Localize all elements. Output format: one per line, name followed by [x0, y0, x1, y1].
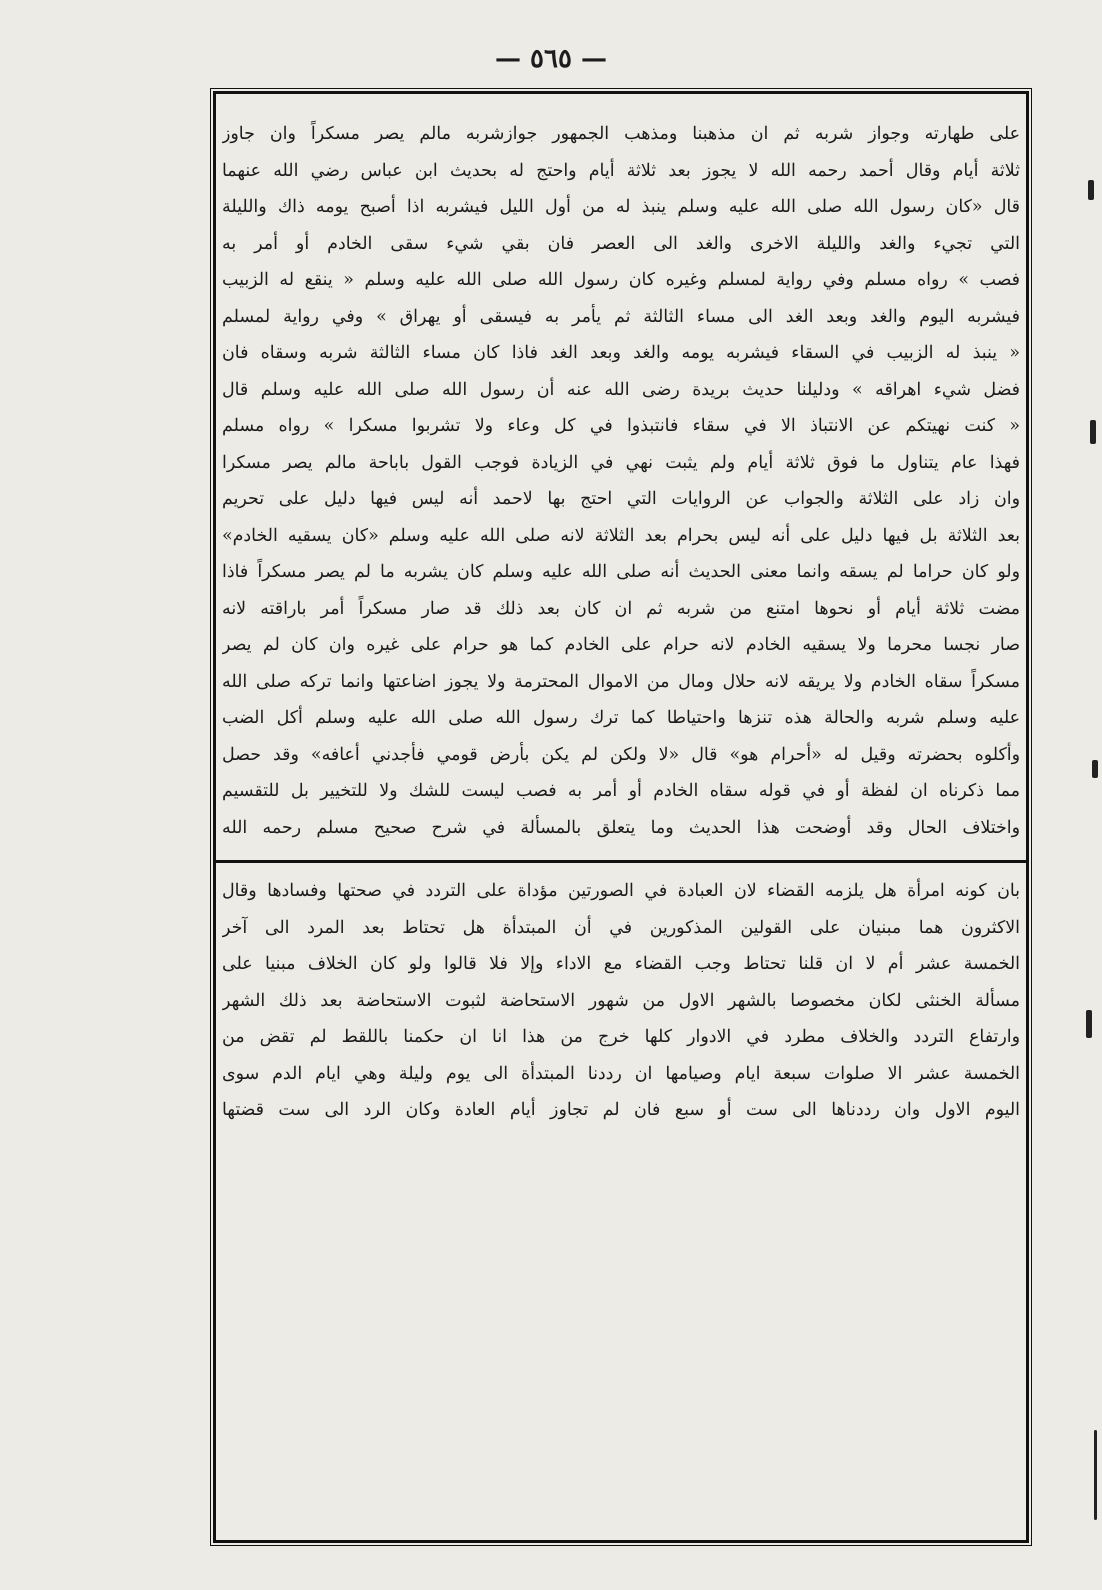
main-text-line: « كنت نهيتكم عن الانتباذ الا في سقاء فانتبذوا في كل وعاء ولا تشربوا مسكرا » رواه مسلم — [222, 416, 1020, 436]
footnote-line: مسألة الخنثى لكان مخصوصا بالشهر الاول من شهور الاستحاضة لثبوت الاستحاضة بعد ذلك الشهر — [222, 990, 1020, 1011]
main-text-line: وأكلوه بحضرته وقيل له «أحرام هو» قال «لا ولكن لم يكن بأرض قومي فأجدني أعافه» وقد حصل — [222, 744, 1020, 765]
scan-mark — [1094, 1430, 1097, 1520]
main-text-line: صار نجسا محرما ولا يسقيه الخادم لانه حرام على الخادم كما هو حرام على غيره وان كان لم يصر — [222, 635, 1020, 655]
footnote-line: الاكثرون هما مبنيان على القولين المذكورين في أن المبتدأة هل تحتاط بعد المرد الى آخر — [222, 917, 1020, 938]
page-number: — ٥٦٥ — — [494, 44, 608, 74]
main-text-line: ولو كان حراما لم يسقه وانما معنى الحديث أنه صلى الله عليه وسلم كان يشربه ما لم يصر مسكراً فاذا — [222, 562, 1020, 582]
main-text-line: عليه وسلم شربه والحالة هذه تنزها واحتياطا كما ترك رسول الله صلى الله عليه وسلم أكل الضب — [222, 708, 1020, 728]
main-text-line: على طهارته وجواز شربه ثم ان مذهبنا ومذهب الجمهور جوازشربه مالم يصر مسكراً وان جاوز — [222, 124, 1020, 144]
main-text-line: فصب » رواه مسلم وفي رواية لمسلم وغيره كان رسول الله صلى الله عليه وسلم « ينقع له الزبيب — [222, 270, 1020, 290]
main-text-line: قال «كان رسول الله صلى الله عليه وسلم ينبذ له من أول الليل فيشربه اذا أصبح يومه ذاك والليلة — [222, 197, 1020, 217]
main-text-line: واختلاف الحال وقد أوضحت هذا الحديث وما يتعلق بالمسألة في شرح صحيح مسلم رحمه الله — [222, 817, 1020, 838]
scan-mark — [1090, 420, 1096, 444]
main-text-line: فضل شيء اهراقه » ودليلنا حديث بريدة رضى الله عنه أن رسول الله صلى الله عليه وسلم قال — [222, 379, 1020, 400]
footnote-line: اليوم الاول وان رددناها الى ست أو سبع فان لم تجاوز أيام العادة وكان الرد الى ست قضتها — [222, 1100, 1020, 1120]
main-text-line: التي تجيء والغد والليلة الاخرى والغد الى العصر فان بقي شيء سقى الخادم أو أمر به — [222, 233, 1020, 254]
main-text-line: فيشربه اليوم والغد وبعد الغد الى مساء الثالثة ثم يأمر به فيسقى أو يهراق » وفي رواية لمسلم — [222, 306, 1020, 327]
main-text-line: « ينبذ له الزبيب في السقاء فيشربه يومه والغد وبعد الغد فاذا كان مساء الثالثة شربه وسقاه فان — [222, 343, 1020, 363]
footnote-line: الخمسة عشر أم لا ان قلنا تحتاط وجب القضاء مع الاداء وإلا فلا قالوا ولو كان الخلاف مبنيا على — [222, 954, 1020, 974]
footnote-line: وارتفاع التردد والخلاف مطرد في الادوار كلها خرج من هذا انا ان حكمنا باللقط لم تقض من — [222, 1027, 1020, 1047]
main-text-line: بعد الثلاثة بل فيها دليل على أنه ليس بحرام بعد الثلاثة لانه صلى الله عليه وسلم «كان يسقيه الخادم» — [222, 525, 1020, 546]
section-divider — [214, 860, 1028, 863]
main-text-line: مضت ثلاثة أيام أو نحوها امتنع من شربه ثم ان كان بعد ذلك قد صار مسكراً أمر باراقته لانه — [222, 598, 1020, 619]
main-text-line: وان زاد على الثلاثة والجواب عن الروايات التي احتج بها لاحمد أنه ليس فيها دليل على تحريم — [222, 489, 1020, 509]
main-text-line: مسكراً سقاه الخادم ولا يريقه لانه حلال ومال من الاموال المحترمة ولا يجوز اضاعتها وانما تركه صلى الله — [222, 671, 1020, 692]
scan-mark — [1086, 1010, 1092, 1038]
main-text-line: فهذا عام يتناول ما فوق ثلاثة أيام ولم يثبت نهي في الزيادة فوجب القول باباحة مالم يصر مسكرا — [222, 452, 1020, 473]
text-frame — [210, 88, 1032, 1546]
main-text-line: مما ذكرناه ان لفظة أو في قوله سقاه الخادم أو أمر به فصب ليست للشك ولا للتخيير بل للتقسيم — [222, 781, 1020, 801]
main-text — [222, 116, 1020, 846]
scan-mark — [1088, 180, 1094, 200]
footnote-line: الخمسة عشر الا صلوات سبعة ايام وصيامها ان رددنا المبتدأة الى يوم وليلة وهي ايام الدم سوى — [222, 1063, 1020, 1084]
footnote-text — [222, 873, 1020, 1129]
footnote-line: بان كونه امرأة هل يلزمه القضاء لان العبادة في الصورتين مؤداة على التردد في صحتها وفسادها وقال — [222, 881, 1020, 901]
scan-mark — [1092, 760, 1098, 778]
main-text-line: ثلاثة أيام وقال أحمد رحمه الله لا يجوز بعد ثلاثة أيام واحتج له بحديث ابن عباس رضي الله عنهما — [222, 160, 1020, 181]
